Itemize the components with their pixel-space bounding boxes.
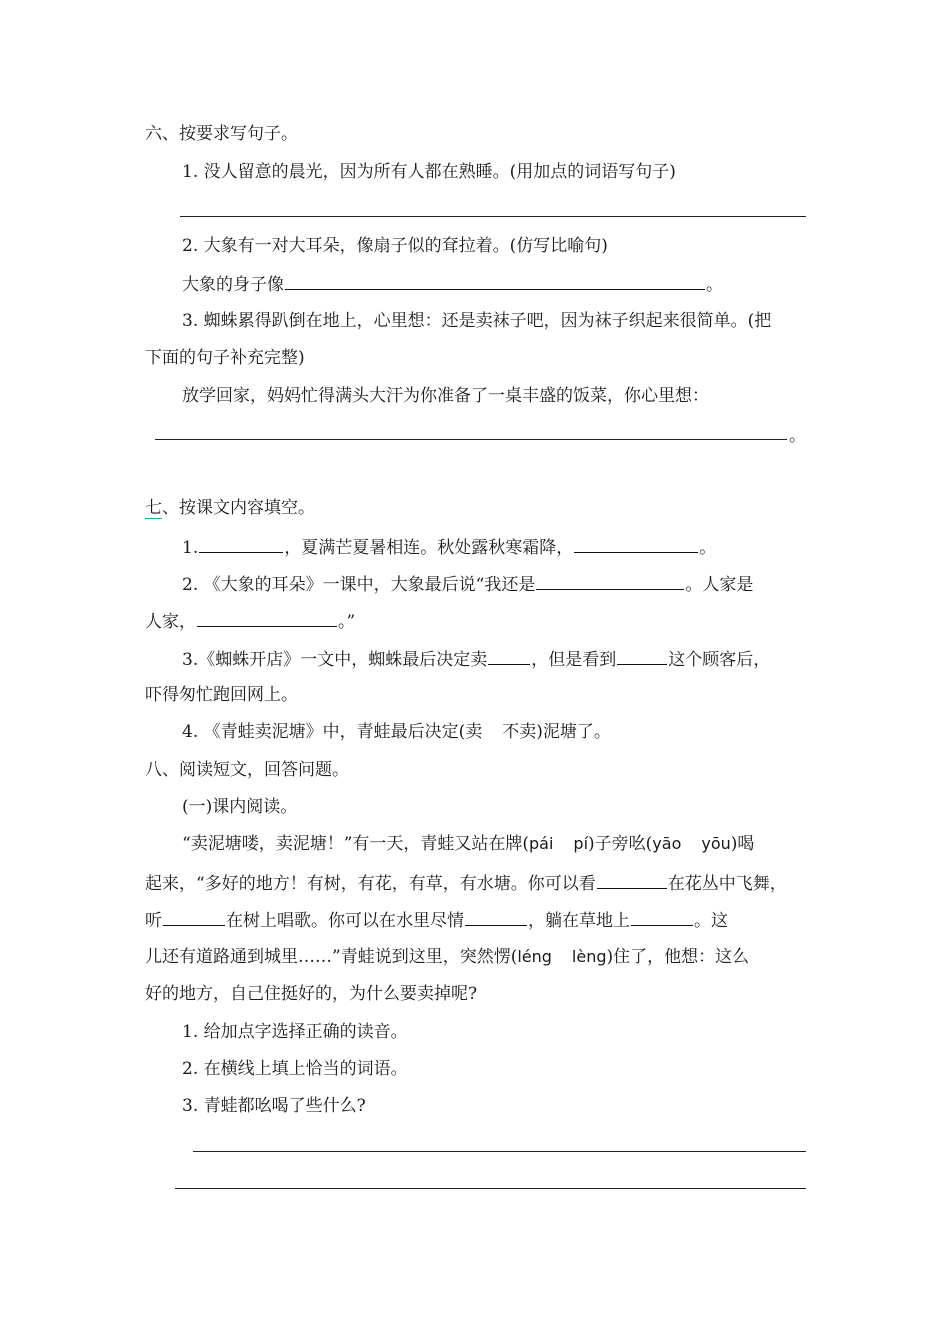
- passage-text: “卖泥塘喽，卖泥塘！”有一天，青蛙又站在牌(: [182, 834, 530, 854]
- s8-passage-line-3: [145, 907, 728, 933]
- s6-q1-answer-line[interactable]: [180, 216, 806, 217]
- s7-q3-text-2: ，但是看到: [531, 650, 617, 670]
- s6-q2-prefix: 大象的身子像: [182, 275, 284, 295]
- s8-passage-line-5: 好的地方，自己住挺好的，为什么要卖掉呢?: [145, 984, 478, 1004]
- passage-text: ，躺在草地上: [528, 911, 630, 931]
- s8-q3-answer-line-2[interactable]: [175, 1188, 806, 1189]
- s7-q4-text-1: 4. 《青蛙卖泥塘》中，青蛙最后决定(卖: [182, 722, 483, 742]
- s7-q2-blank-2[interactable]: [197, 608, 337, 627]
- s7-q2-text-1: 2. 《大象的耳朵》一课中，大象最后说“我还是: [182, 575, 536, 595]
- s7-q1-end: 。: [699, 538, 717, 558]
- s7-q3-blank-1[interactable]: [488, 646, 530, 665]
- s6-q2-answer-row: [182, 271, 723, 297]
- s7-q3-blank-2[interactable]: [617, 646, 667, 665]
- passage-text: 在花丛中飞舞，: [667, 874, 787, 894]
- section-7-title: [145, 496, 315, 520]
- pinyin-option[interactable]: lèng: [571, 947, 607, 966]
- s7-question-2-line2: [145, 608, 355, 634]
- s7-q2-end: 。”: [338, 612, 356, 632]
- passage-text: 起来，“多好的地方！有树，有花，有草，有水塘。你可以看: [145, 874, 596, 894]
- passage-blank-2[interactable]: [163, 907, 225, 926]
- s7-q1-blank-1[interactable]: [199, 534, 283, 553]
- section-8-title: 八、阅读短文，回答问题。: [145, 760, 349, 780]
- s7-q1-text: ，夏满芒夏暑相连。秋处露秋寒霜降，: [284, 538, 574, 558]
- s7-question-3-line1: [182, 646, 770, 672]
- s7-q1-num: 1.: [182, 538, 199, 558]
- passage-text: )子旁吆(: [588, 834, 653, 854]
- s8-q3-answer-line-1[interactable]: [193, 1151, 806, 1152]
- s6-q2-blank[interactable]: [285, 271, 705, 290]
- s8-passage-line-2: [145, 870, 787, 896]
- s7-q3-text-3: 这个顾客后，: [668, 650, 771, 670]
- s6-q3-answer-line[interactable]: [155, 439, 787, 440]
- section-7-mark: 七: [145, 498, 162, 518]
- passage-text: 在树上唱歌。你可以在水里尽情: [226, 911, 464, 931]
- s7-q1-blank-2[interactable]: [574, 534, 698, 553]
- s6-question-3-line2: 下面的句子补充完整): [145, 348, 305, 368]
- passage-text: 。这: [694, 911, 728, 931]
- passage-blank-3[interactable]: [465, 907, 527, 926]
- s7-question-4: [182, 720, 611, 744]
- s8-question-2: 2. 在横线上填上恰当的词语。: [182, 1059, 408, 1079]
- s7-question-2-line1: [182, 571, 753, 597]
- s7-question-1: [182, 534, 716, 560]
- s6-question-3-line1: 3. 蜘蛛累得趴倒在地上，心里想：还是卖袜子吧，因为袜子织起来很简单。(把: [182, 311, 772, 331]
- s7-q4-text-2: 不卖)泥塘了。: [502, 722, 611, 742]
- s6-question-2: 2. 大象有一对大耳朵，像扇子似的耷拉着。(仿写比喻句): [182, 236, 608, 256]
- passage-text: )住了，他想：这么: [606, 947, 750, 967]
- pinyin-option[interactable]: pái: [529, 834, 554, 853]
- section-7-title-text: 、按课文内容填空。: [162, 498, 315, 518]
- pinyin-option[interactable]: yāo: [652, 834, 682, 853]
- s6-q3-end: 。: [789, 426, 806, 446]
- passage-text: )喝: [730, 834, 755, 854]
- s8-question-1: 1. 给加点字选择正确的读音。: [182, 1022, 408, 1042]
- s6-q2-suffix: 。: [706, 275, 723, 295]
- s8-question-3: 3. 青蛙都吆喝了些什么?: [182, 1096, 366, 1116]
- pinyin-option[interactable]: yōu: [701, 834, 731, 853]
- s8-passage-line-1: [182, 832, 754, 856]
- s7-q3-text-1: 3.《蜘蛛开店》一文中，蜘蛛最后决定卖: [182, 650, 488, 670]
- s6-question-1: 1. 没人留意的晨光，因为所有人都在熟睡。(用加点的词语写句子): [182, 162, 676, 182]
- s7-q2-blank-1[interactable]: [536, 571, 684, 590]
- pinyin-option[interactable]: léng: [517, 947, 552, 966]
- pinyin-option[interactable]: pí: [573, 834, 589, 853]
- s8-passage-line-4: [145, 945, 749, 969]
- passage-blank-4[interactable]: [631, 907, 693, 926]
- passage-text: 儿还有道路通到城里……”青蛙说到这里，突然愣(: [145, 947, 518, 967]
- s7-question-3-line2: 吓得匆忙跑回网上。: [145, 685, 298, 705]
- s8-subtitle: (一)课内阅读。: [182, 797, 298, 817]
- s7-q2-text-2: 。人家是: [685, 575, 754, 595]
- s6-question-3-prompt: 放学回家，妈妈忙得满头大汗为你准备了一桌丰盛的饭菜，你心里想：: [182, 386, 709, 406]
- section-6-title: 六、按要求写句子。: [145, 124, 298, 144]
- passage-text: 听: [145, 911, 162, 931]
- s7-q2-text-3: 人家，: [145, 612, 196, 632]
- passage-blank-1[interactable]: [597, 870, 667, 889]
